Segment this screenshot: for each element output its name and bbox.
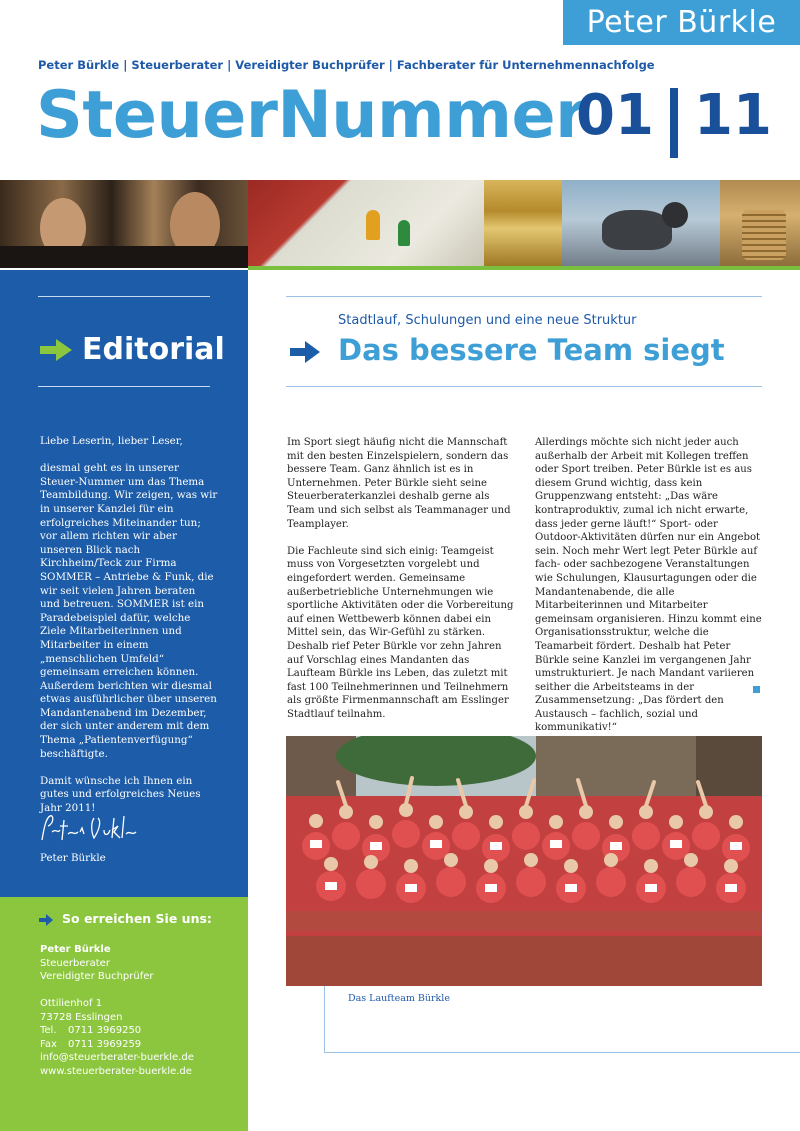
article-paragraph: Allerdings möchte sich nicht jeder auch außerhalb der Arbeit mit Kollegen treffen oder Sport treiben. Peter Bürkle ist es aus diesem Grund wichtig, dass kein Gruppenzwang entsteht: „Das wäre kontraproduktiv, zumal ich nicht erwarte, dass jeder gerne läuft!“ Sport- oder Outdoor-Aktivitäten dürfen nur ein Angebot sein. Noch mehr Wert legt Peter Bürkle auf fach- oder sachbezogene Veranstaltungen wie Schulungen, Klausurtagungen oder die Mandantenabende, die alle Mitarbeiterinnen und Mitarbeiter gemeinsam organisieren. Hinzu kommt eine Organisationsstruktur, welche die Teamarbeit fördert. Deshalb hat Peter Bürkle seine Kanzlei im vergangenen Jahr umstrukturiert. Je nach Mandant variieren seither die Arbeitsteams in der Zusammensetzung: „Das fördert den Austausch – fachlich, sozial und kommunikativ!“ [535,437,762,734]
article-column-2 [535,436,763,749]
contact-role: Steuerberater [40,957,110,969]
contact-street: Ottilienhof 1 [40,998,103,1009]
photo-banner [0,180,800,268]
issue-divider [670,88,678,158]
letter-paragraph: diesmal geht es in unserer Steuer-Nummer um das Thema Teambildung. Wir zeigen, was wir in unserer Kanzlei für ein erfolgreiches Miteinander tun; vor allem richten wir aber unseren Blick nach Kirchheim/Teck zur Firma SOMMER – Antriebe & Funk, die wir seit vielen Jahren beraten und betreuen. SOMMER ist ein Paradebeispiel dafür, welche Ziele Mitarbeiterinnen und Mitarbeiter in einem „menschlichen Umfeld“ gemeinsam erreichen können. Außerdem berichten wir diesmal etwas ausführlicher über unseren Mandantenabend im Dezember, der sich unter anderem mit dem Thema „Patientenverfügung“ beschäftigte. [40,462,218,760]
banner-photo-bull-statue [562,180,720,268]
signature-image [38,810,158,848]
article-headline: Das bessere Team siegt [338,333,725,367]
signature-name: Peter Bürkle [40,852,106,864]
contact-city: 73728 Esslingen [40,1011,123,1023]
contact-fax [40,1038,194,1052]
editorial-letter [40,435,218,829]
article-rule-top [286,296,762,297]
phone-label: Tel. [40,1025,57,1036]
arrow-right-icon [38,336,74,364]
contact-website[interactable]: www.steuerberater-buerkle.de [40,1065,192,1077]
editorial-sidebar [0,270,248,897]
caption-rule [324,986,325,1052]
banner-photo-savings-book [248,180,484,268]
letter-paragraph: Liebe Leserin, lieber Leser, [40,435,183,447]
editorial-title: Editorial [82,332,225,367]
banner-photo-gold [484,180,562,268]
article-end-mark [753,686,760,693]
article-paragraph: Im Sport siegt häufig nicht die Mannschaft mit den besten Einzelspielern, sondern das bessere Team. Ganz ähnlich ist es in Unternehmen. Peter Bürkle sieht seine Steuerberaterkanzlei deshalb gerne als Team und sich selbst als Teammanager und Teamplayer. [287,437,511,530]
sidebar-rule-top [38,296,210,297]
fax-number: 0711 3969259 [68,1038,142,1050]
photo-caption: Das Laufteam Bürkle [348,993,450,1004]
masthead-title: SteuerNummer [36,78,587,153]
banner-photo-businessmen [0,180,248,268]
article-paragraph: Die Fachleute sind sich einig: Teamgeist muss von Vorgesetzten vorgelebt und eingefordert werden. Gemeinsame außerbetriebliche Unternehmungen wie sportliche Aktivitäten oder die Vorbereitung auf einen Wettbewerb können dabei ein Mittel sein, das Wir-Gefühl zu stärken. Deshalb rief Peter Bürkle vor zehn Jahren auf Vorschlag eines Mandanten das Laufteam Bürkle ins Leben, das zuletzt mit fast 100 Teilnehmerinnen und Teilnehmern als größte Firmenmannschaft am Esslinger Stadtlauf teilnahm. [287,545,514,720]
article-kicker: Stadtlauf, Schulungen und eine neue Struktur [338,313,637,328]
contact-name: Peter Bürkle [40,944,111,955]
article-rule-bottom [286,386,762,387]
contact-details [40,943,194,1078]
caption-hrule [324,1052,800,1053]
contact-role: Vereidigter Buchprüfer [40,971,154,982]
brand-box: Peter Bürkle [563,0,800,45]
team-photo [286,736,762,986]
banner-photo-coins [720,180,800,268]
issue-number: 01 [576,83,654,148]
article-column-1 [287,436,515,735]
contact-box [0,897,248,1131]
phone-number[interactable]: 0711 3969250 [68,1025,142,1036]
tagline: Peter Bürkle | Steuerberater | Vereidigter Buchprüfer | Fachberater für Unternehmennachfolge [38,58,655,72]
fax-label: Fax [40,1038,57,1050]
arrow-right-icon [288,338,322,366]
contact-phone [40,1024,194,1038]
letter-paragraph: Damit wünsche ich Ihnen ein gutes und erfolgreiches Neues Jahr 2011! [40,774,201,815]
contact-heading: So erreichen Sie uns: [62,911,212,926]
sidebar-rule-bottom [38,386,210,387]
issue-year: 11 [694,83,772,148]
contact-email[interactable]: info@steuerberater-buerkle.de [40,1052,194,1063]
banner-accent-line [248,266,800,270]
arrow-right-icon [38,913,54,927]
